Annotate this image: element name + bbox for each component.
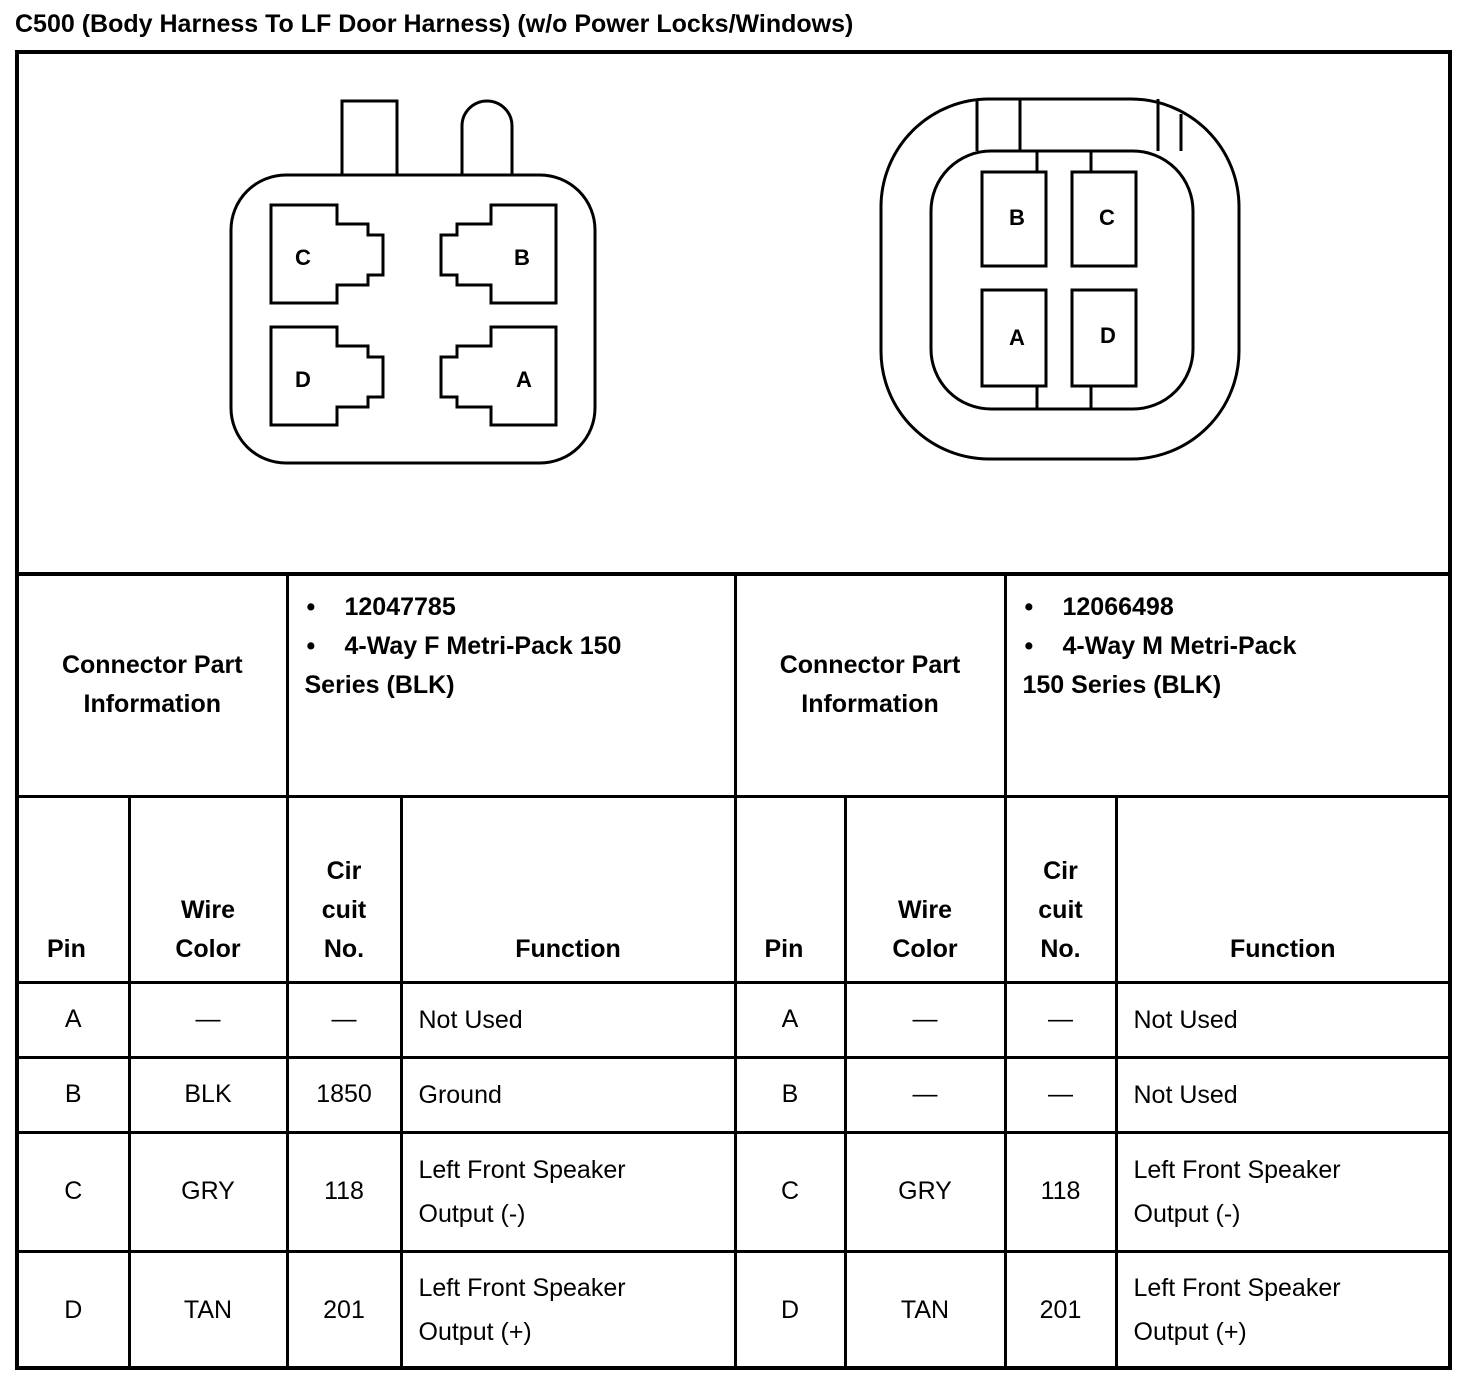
pin-cell: C [19, 1132, 129, 1251]
header-pin: Pin [19, 796, 129, 982]
header-pin: Pin [735, 796, 845, 982]
pin-cell: B [735, 1057, 845, 1132]
circuit-cell: 118 [287, 1132, 401, 1251]
connector-part-info-label-right: Connector Part Information [735, 576, 1005, 796]
connector-drawings [19, 54, 1448, 572]
part-number: 12047785 [344, 593, 456, 621]
part-description-cont: 150 Series (BLK) [1022, 671, 1222, 699]
header-circuit-no: Cir cuit No. [287, 796, 401, 982]
function-cell: Left Front Speaker Output (+) [1116, 1251, 1448, 1368]
wire-color-cell: — [129, 982, 287, 1057]
inner-shroud [931, 151, 1193, 409]
circuit-cell: 201 [1005, 1251, 1116, 1368]
wire-color-cell: TAN [129, 1251, 287, 1368]
circuit-cell: 118 [1005, 1132, 1116, 1251]
table-row [19, 982, 1448, 1057]
header-wire-color: Wire Color [845, 796, 1005, 982]
circuit-cell: 201 [287, 1251, 401, 1368]
pin-cell: D [735, 1251, 845, 1368]
function-cell: Left Front Speaker Output (-) [401, 1132, 735, 1251]
pin-label-c-left: C [295, 244, 311, 270]
keyway-lines [977, 99, 1181, 151]
circuit-cell: 1850 [287, 1057, 401, 1132]
function-cell: Ground [401, 1057, 735, 1132]
table-row [19, 1057, 1448, 1132]
connector-part-info-row [19, 576, 1448, 796]
pin-cell: D [19, 1251, 129, 1368]
pin-label-d-left: D [295, 366, 311, 392]
wire-color-cell: GRY [845, 1132, 1005, 1251]
pin-cell: C [735, 1132, 845, 1251]
part-description: 4-Way F Metri-Pack 150 [344, 632, 622, 660]
circuit-cell: — [1005, 982, 1116, 1057]
cavity-d [271, 327, 383, 425]
wire-color-cell: — [845, 982, 1005, 1057]
pin-label-b-right: B [1009, 204, 1025, 230]
lock-tab-round [462, 101, 512, 175]
cavity-c [271, 205, 383, 303]
part-number: 12066498 [1062, 593, 1174, 621]
connector-part-info-label-left: Connector Part Information [19, 576, 287, 796]
connector-part-details-left: • 12047785 • 4-Way F Metri-Pack 150 Series (BLK) [287, 576, 735, 796]
page-title: C500 (Body Harness To LF Door Harness) (w/o Power Locks/Windows) [15, 10, 854, 38]
function-cell: Left Front Speaker Output (+) [401, 1251, 735, 1368]
pin-label-a-right: A [1009, 324, 1025, 350]
pin-label-b-left: B [514, 244, 530, 270]
connector-diagram-area [19, 54, 1448, 576]
cavity-a [441, 327, 556, 425]
pin-label-a-left: A [516, 366, 532, 392]
function-cell: Not Used [1116, 982, 1448, 1057]
header-circuit-no: Cir cuit No. [1005, 796, 1116, 982]
table-row [19, 1251, 1448, 1368]
column-header-row [19, 796, 1448, 982]
part-description: 4-Way M Metri-Pack [1062, 632, 1297, 660]
wire-color-cell: GRY [129, 1132, 287, 1251]
pin-label-c-right: C [1099, 204, 1115, 230]
male-connector-face [881, 99, 1239, 459]
pin-cell: B [19, 1057, 129, 1132]
pinout-table [19, 576, 1448, 1368]
wire-color-cell: BLK [129, 1057, 287, 1132]
function-cell: Not Used [401, 982, 735, 1057]
female-connector-face [231, 101, 595, 463]
lock-tab-square [342, 101, 397, 175]
circuit-cell: — [287, 982, 401, 1057]
circuit-cell: — [1005, 1057, 1116, 1132]
function-cell: Not Used [1116, 1057, 1448, 1132]
pin-cell: A [735, 982, 845, 1057]
header-wire-color: Wire Color [129, 796, 287, 982]
function-cell: Left Front Speaker Output (-) [1116, 1132, 1448, 1251]
wire-color-cell: TAN [845, 1251, 1005, 1368]
connector-sheet [15, 50, 1452, 1370]
outer-shroud [881, 99, 1239, 459]
pin-cell: A [19, 982, 129, 1057]
header-function: Function [1116, 796, 1448, 982]
table-row [19, 1132, 1448, 1251]
part-description-cont: Series (BLK) [304, 671, 455, 699]
header-function: Function [401, 796, 735, 982]
connector-housing [231, 175, 595, 463]
pin-label-d-right: D [1100, 322, 1116, 348]
wire-color-cell: — [845, 1057, 1005, 1132]
cavity-b [441, 205, 556, 303]
connector-part-details-right: • 12066498 • 4-Way M Metri-Pack 150 Series (BLK) [1005, 576, 1448, 796]
